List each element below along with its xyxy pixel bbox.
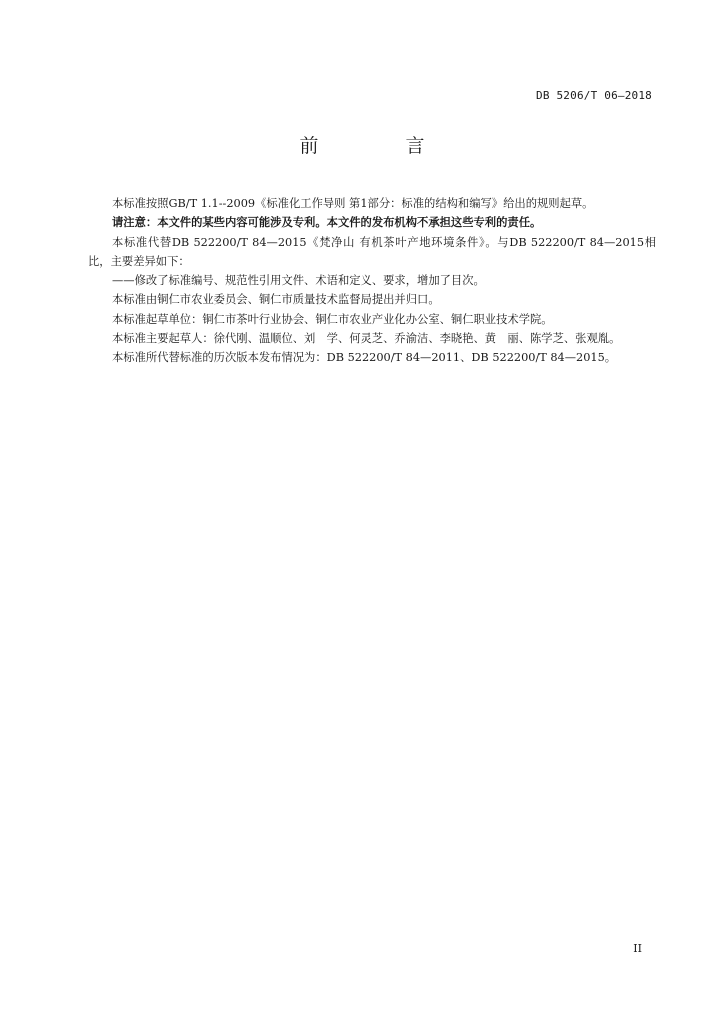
paragraph-replacement: 本标准代替DB 522200/T 84—2015《梵净山 有机茶叶产地环境条件》。与DB 522200/T 84—2015相比，主要差异如下： — [88, 235, 656, 268]
paragraph-drafters: 本标准主要起草人：徐代刚、温顺位、刘 学、何灵芝、乔渝洁、李晓艳、黄 丽、陈学芝、张观胤。 — [112, 332, 621, 346]
paragraph-drafting-rules: 本标准按照GB/T 1.1--2009《标准化工作导则 第1部分：标准的结构和编写》给出的规则起草。 — [112, 197, 594, 210]
paragraph-patent-notice: 请注意：本文件的某些内容可能涉及专利。本文件的发布机构不承担这些专利的责任。 — [112, 216, 542, 230]
paragraph-history: 本标准所代替标准的历次版本发布情况为：DB 522200/T 84—2011、DB 522200/T 84—2015。 — [112, 351, 617, 365]
paragraph-changes: ——修改了标准编号、规范性引用文件、术语和定义、要求，增加了目次。 — [112, 274, 485, 288]
page-number: II — [633, 942, 642, 955]
paragraph-proposer: 本标准由铜仁市农业委员会、铜仁市质量技术监督局提出并归口。 — [112, 293, 440, 307]
foreword-body — [88, 194, 656, 368]
section-title: 前 言 — [299, 135, 459, 157]
document-code: DB 5206/T 06—2018 — [536, 89, 652, 102]
paragraph-drafting-units: 本标准起草单位：铜仁市茶叶行业协会、铜仁市农业产业化办公室、铜仁职业技术学院。 — [112, 312, 553, 326]
